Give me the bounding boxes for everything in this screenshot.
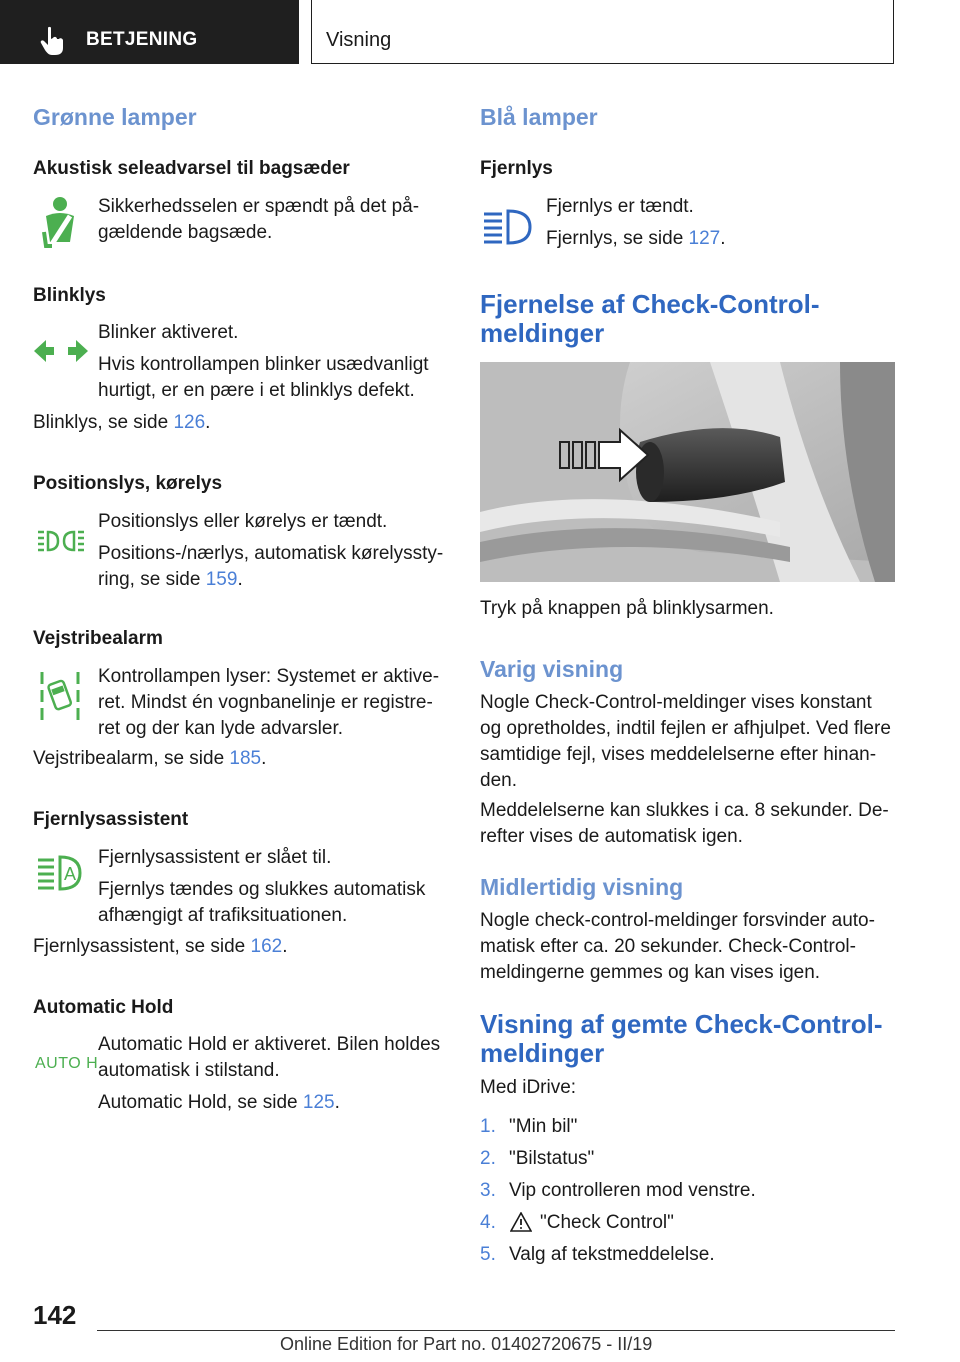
step-number: 4.	[480, 1212, 496, 1233]
step-text: Vip controlleren mod venstre.	[509, 1180, 756, 1201]
page-header	[0, 0, 960, 66]
midl-line-2: matisk efter ca. 20 sekunder. Check-Control-	[480, 936, 856, 957]
hand-pointer-icon	[40, 26, 66, 56]
varig-line-4: den.	[480, 770, 517, 791]
chapter-label: Visning	[326, 29, 392, 51]
automatic-hold-p1b: automatisk i stilstand.	[98, 1060, 280, 1081]
section-tab[interactable]	[0, 0, 299, 64]
varig-line-1: Nogle Check-Control-meldinger vises konstant	[480, 692, 872, 713]
automatic-hold-ref: Automatic Hold, se side 125.	[98, 1092, 340, 1113]
blinklys-ref: Blinklys, se side 126.	[33, 412, 211, 433]
positionslys-title: Positionslys, kørelys	[33, 473, 223, 494]
removal-heading-line-1: Fjernelse af Check-Control-	[480, 289, 820, 319]
step-text: "Check Control"	[540, 1212, 674, 1233]
vejstribealarm-p1a: Kontrollampen lyser: Systemet er aktive-	[98, 666, 440, 687]
positionslys-p1: Positionslys eller kørelys er tændt.	[98, 511, 388, 532]
fjernlysassistent-ref: Fjernlysassistent, se side 162.	[33, 936, 288, 957]
gemte-heading-line-1: Visning af gemte Check-Control-	[480, 1009, 883, 1039]
blinklys-title: Blinklys	[33, 285, 106, 306]
removal-heading-line-2: meldinger	[480, 318, 605, 348]
varig-visning-heading: Varig visning	[480, 656, 624, 682]
page-link-162[interactable]: 162	[250, 936, 283, 957]
vejstribealarm-p1b: ret. Mindst én vognbanelinje er registre-	[98, 692, 433, 713]
vejstribealarm-p1c: ret og der kan lyde advarsler.	[98, 718, 344, 739]
fjernlys-title: Fjernlys	[480, 158, 553, 179]
gemte-heading-line-2: meldinger	[480, 1038, 605, 1068]
fjernlysassistent-p1: Fjernlysassistent er slået til.	[98, 847, 332, 868]
varig2-line-2: refter vises de automatisk igen.	[480, 826, 743, 847]
auto-hold-icon: AUTO H	[35, 1055, 99, 1072]
midlertidig-heading: Midlertidig visning	[480, 874, 684, 900]
seatbelt-icon	[40, 196, 80, 248]
fjernlys-p1: Fjernlys er tændt.	[546, 196, 694, 217]
chapter-tab[interactable]	[311, 0, 894, 64]
high-beam-icon	[482, 208, 534, 246]
turn-signal-lever-photo	[480, 362, 895, 582]
positionslys-p2a: Positions-/nærlys, automatisk kørelyssty-	[98, 543, 444, 564]
idrive-label: Med iDrive:	[480, 1077, 577, 1098]
step-text: "Min bil"	[509, 1116, 578, 1137]
automatic-hold-title: Automatic Hold	[33, 997, 174, 1018]
step-number: 3.	[480, 1180, 496, 1201]
section-label: BETJENING	[86, 29, 198, 50]
step-number: 1.	[480, 1116, 496, 1137]
vejstribealarm-title: Vejstribealarm	[33, 628, 163, 649]
midl-line-1: Nogle check-control-meldinger forsvinder auto-	[480, 910, 875, 931]
varig2-line-1: Meddelelserne kan slukkes i ca. 8 sekunder. De-	[480, 800, 889, 821]
step-number: 5.	[480, 1244, 496, 1265]
blue-lamps-heading: Blå lamper	[480, 104, 598, 130]
midl-line-3: meldingerne gemmes og kan vises igen.	[480, 962, 821, 983]
fjernlysassistent-p2b: afhængigt af trafiksituationen.	[98, 905, 348, 926]
varig-line-2: og opretholdes, indtil fejlen er afhjulpet. Ved flere	[480, 718, 891, 739]
vejstribealarm-ref: Vejstribealarm, se side 185.	[33, 748, 267, 769]
turn-signal-icon	[34, 340, 88, 362]
varig-line-3: samtidige fejl, vises meddelelserne efter hinan-	[480, 744, 877, 765]
fjernlys-ref: Fjernlys, se side 127.	[546, 228, 726, 249]
page-link-126[interactable]: 126	[173, 412, 206, 433]
automatic-hold-p1a: Automatic Hold er aktiveret. Bilen holdes	[98, 1034, 441, 1055]
blinklys-p1: Blinker aktiveret.	[98, 322, 239, 343]
green-lamps-heading: Grønne lamper	[33, 104, 197, 130]
footer-divider	[97, 1330, 895, 1331]
edition-text: Online Edition for Part no. 01402720675 - II/19	[280, 1334, 653, 1354]
page-link-125[interactable]: 125	[302, 1092, 335, 1113]
blinklys-p2b: hurtigt, er en pære i et blinklys defekt.	[98, 380, 415, 401]
blinklys-p2a: Hvis kontrollampen blinker usædvanligt	[98, 354, 429, 375]
page-link-159[interactable]: 159	[205, 569, 238, 590]
fjernlysassistent-title: Fjernlysassistent	[33, 809, 189, 830]
svg-text:A: A	[63, 864, 77, 884]
position-light-icon	[36, 530, 86, 552]
seatbelt-line-2: gældende bagsæde.	[98, 222, 273, 243]
warning-triangle-icon	[510, 1212, 532, 1232]
lane-departure-icon	[40, 668, 80, 722]
page-link-127[interactable]: 127	[688, 228, 721, 249]
step-number: 2.	[480, 1148, 496, 1169]
positionslys-p2b: ring, se side 159.	[98, 569, 243, 590]
step-text: Valg af tekstmeddelelse.	[509, 1244, 715, 1265]
page-link-185[interactable]: 185	[229, 748, 262, 769]
fjernlysassistent-p2a: Fjernlys tændes og slukkes automatisk	[98, 879, 426, 900]
seatbelt-title: Akustisk seleadvarsel til bagsæder	[33, 158, 350, 179]
high-beam-assistant-icon	[36, 854, 86, 892]
step-text: "Bilstatus"	[509, 1148, 595, 1169]
seatbelt-line-1: Sikkerhedsselen er spændt på det på-	[98, 196, 420, 217]
photo-caption: Tryk på knappen på blinklysarmen.	[480, 598, 774, 619]
page-number: 142	[33, 1300, 77, 1330]
